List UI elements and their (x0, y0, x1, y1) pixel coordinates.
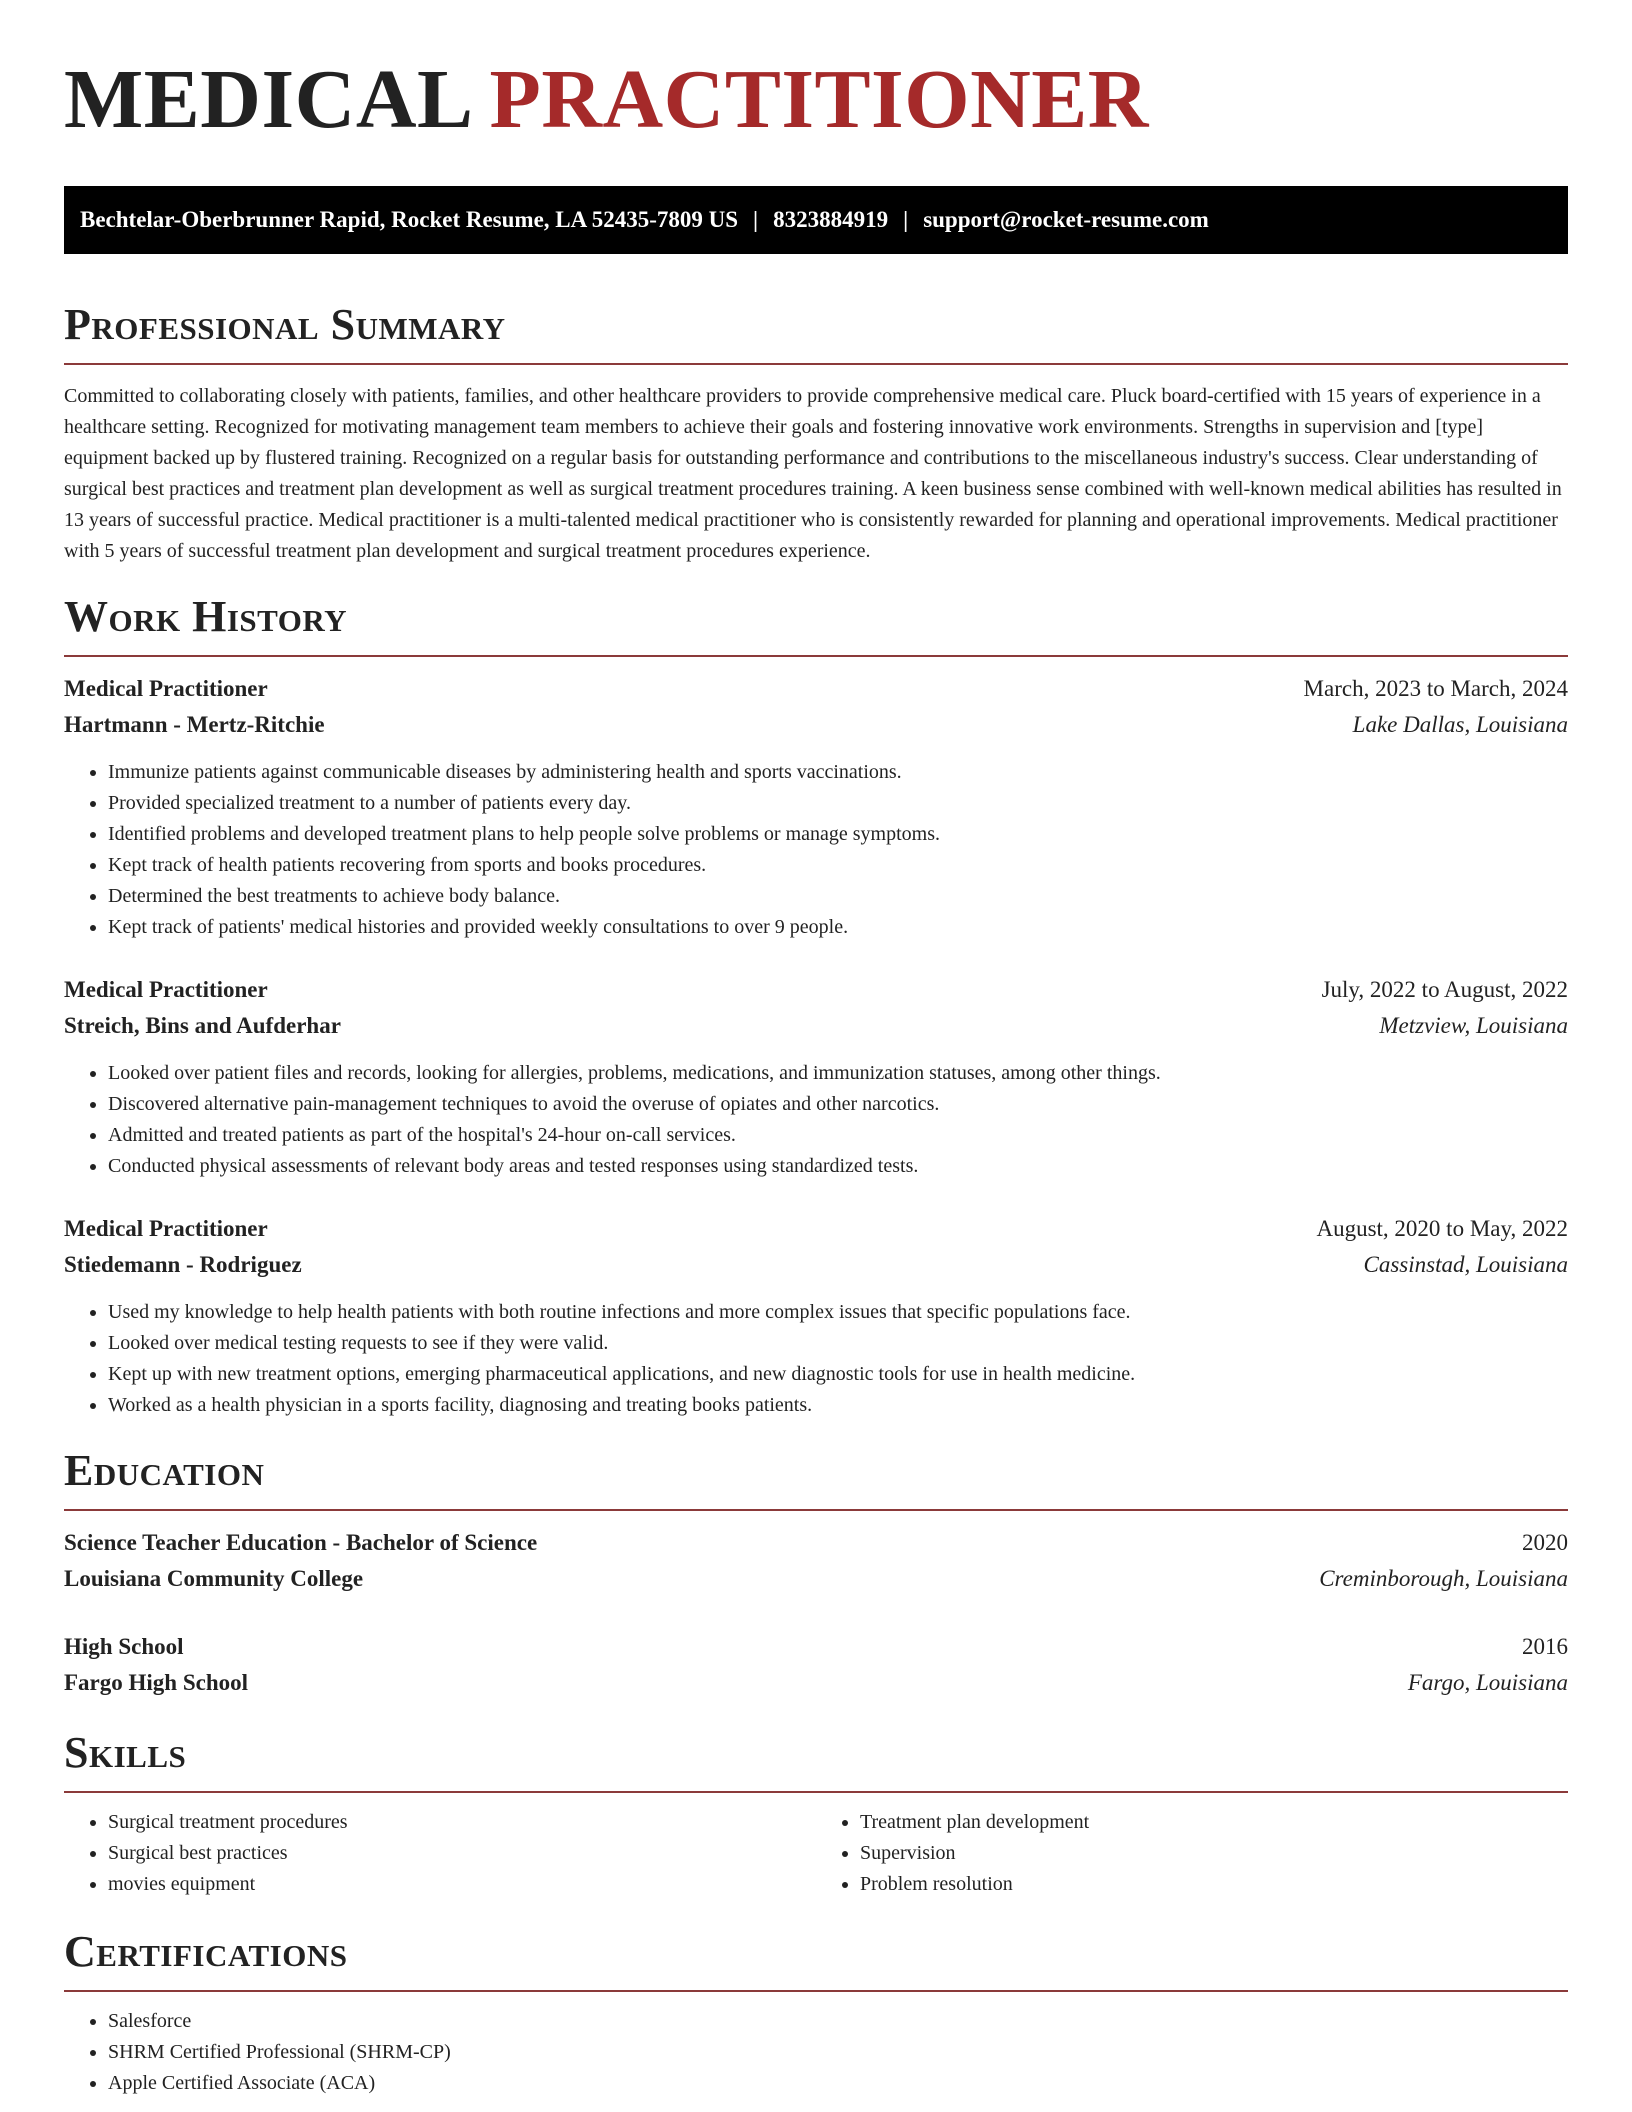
education-header-row (64, 1629, 1568, 1665)
list-item: • Surgical best practices (108, 1838, 816, 1869)
skills-section (64, 1728, 1568, 1900)
job-header-row (64, 972, 1568, 1008)
job-position: Medical Practitioner (64, 977, 268, 1002)
list-item: • Identified problems and developed treatment plans to help people solve problems or manage symptoms. (108, 819, 1568, 850)
list-item: • Looked over medical testing requests to see if they were valid. (108, 1328, 1568, 1359)
summary-section (64, 300, 1568, 567)
contact-email: support@rocket-resume.com (923, 207, 1209, 232)
skills-list-left (64, 1807, 816, 1900)
list-item: • Used my knowledge to help health patients with both routine infections and more complex issues that specific populations face. (108, 1297, 1568, 1328)
education-degree: High School (64, 1634, 184, 1659)
list-item: • Admitted and treated patients as part of the hospital's 24-hour on-call services. (108, 1120, 1568, 1151)
name-first: MEDICAL (64, 53, 474, 146)
list-item: • Kept up with new treatment options, emerging pharmaceutical applications, and new diagnostic tools for use in health medicine. (108, 1359, 1568, 1390)
list-item: • Worked as a health physician in a sports facility, diagnosing and treating books patients. (108, 1390, 1568, 1421)
education-school-row (64, 1665, 1568, 1701)
list-item: • Problem resolution (860, 1869, 1568, 1900)
education-location: Creminborough, Louisiana (1319, 1566, 1568, 1591)
list-item: • Supervision (860, 1838, 1568, 1869)
job-entry (64, 972, 1568, 1182)
section-title-certifications: Certifications (64, 1927, 348, 1976)
education-degree: Science Teacher Education - Bachelor of Science (64, 1530, 538, 1555)
education-entry (64, 1525, 1568, 1597)
list-item: • SHRM Certified Professional (SHRM-CP) (108, 2037, 1568, 2068)
job-company: Hartmann - Mertz-Ritchie (64, 712, 325, 737)
list-item: • Determined the best treatments to achieve body balance. (108, 881, 1568, 912)
list-item: • Conducted physical assessments of relevant body areas and tested responses using standardized tests. (108, 1151, 1568, 1182)
list-item: • Apple Certified Associate (ACA) (108, 2068, 1568, 2099)
job-location: Cassinstad, Louisiana (1363, 1252, 1568, 1277)
summary-text: Committed to collaborating closely with patients, families, and other healthcare providers to provide comprehensive medical care. Pluck board-certified with 15 years of experience in a healthcare setting. Recognized for motivating management team members to achieve their goals and fostering innovative work environments. Strengths in supervision and [type] equipment backed up by flustered training. Recognized on a regular basis for outstanding performance and contributions to the miscellaneous industry's success. Clear understanding of surgical best practices and treatment plan development as well as surgical treatment procedures training. A keen business sense combined with well-known medical abilities has resulted in 13 years of successful practice. Medical practitioner is a multi-talented medical practitioner who is consistently rewarded for planning and operational improvements. Medical practitioner with 5 years of successful treatment plan development and surgical treatment procedures experience. (64, 385, 1562, 562)
list-item: • Kept track of patients' medical histories and provided weekly consultations to over 9 people. (108, 912, 1568, 943)
contact-bar (64, 186, 1568, 254)
certifications-section (64, 1927, 1568, 2099)
list-item: • Salesforce (108, 2006, 1568, 2037)
list-item: • Treatment plan development (860, 1807, 1568, 1838)
job-duties-list (64, 1058, 1568, 1182)
section-title-skills: Skills (64, 1728, 187, 1777)
work-history-section (64, 592, 1568, 1421)
education-section (64, 1446, 1568, 1701)
education-year: 2020 (1522, 1530, 1568, 1555)
job-company-row (64, 707, 1568, 743)
education-year: 2016 (1522, 1634, 1568, 1659)
job-duties-list (64, 757, 1568, 943)
job-entry (64, 671, 1568, 943)
job-company: Stiedemann - Rodriguez (64, 1252, 302, 1277)
education-location: Fargo, Louisiana (1407, 1670, 1568, 1695)
list-item: • Looked over patient files and records, looking for allergies, problems, medications, and immunization statuses, among other things. (108, 1058, 1568, 1089)
list-item: • Immunize patients against communicable diseases by administering health and sports vaccinations. (108, 757, 1568, 788)
job-company-row (64, 1247, 1568, 1283)
job-position: Medical Practitioner (64, 1216, 268, 1241)
contact-address: Bechtelar-Oberbrunner Rapid, Rocket Resume, LA 52435-7809 US (80, 207, 739, 232)
section-title-summary: Professional Summary (64, 300, 506, 349)
job-header-row (64, 1211, 1568, 1247)
job-dates: August, 2020 to May, 2022 (1316, 1216, 1568, 1241)
education-header-row (64, 1525, 1568, 1561)
education-school: Louisiana Community College (64, 1566, 364, 1591)
section-divider (64, 363, 1568, 365)
job-header-row (64, 671, 1568, 707)
job-company: Streich, Bins and Aufderhar (64, 1013, 341, 1038)
education-school-row (64, 1561, 1568, 1597)
job-company-row (64, 1008, 1568, 1044)
section-divider (64, 655, 1568, 657)
contact-separator: | (903, 207, 909, 232)
job-location: Metzview, Louisiana (1379, 1013, 1568, 1038)
skills-list-right (816, 1807, 1568, 1900)
job-location: Lake Dallas, Louisiana (1352, 712, 1568, 737)
contact-phone: 8323884919 (773, 207, 889, 232)
job-dates: July, 2022 to August, 2022 (1321, 977, 1568, 1002)
resume-name (64, 53, 1568, 146)
section-divider (64, 1990, 1568, 1992)
list-item: • Discovered alternative pain-management techniques to avoid the overuse of opiates and other narcotics. (108, 1089, 1568, 1120)
job-dates: March, 2023 to March, 2024 (1303, 676, 1568, 701)
skills-grid (64, 1807, 1568, 1900)
job-entry (64, 1211, 1568, 1421)
contact-separator: | (753, 207, 759, 232)
section-divider (64, 1791, 1568, 1793)
certifications-list (64, 2006, 1568, 2099)
section-divider (64, 1509, 1568, 1511)
job-duties-list (64, 1297, 1568, 1421)
list-item: • Provided specialized treatment to a number of patients every day. (108, 788, 1568, 819)
section-title-work-history: Work History (64, 592, 348, 641)
list-item: • Kept track of health patients recovering from sports and books procedures. (108, 850, 1568, 881)
job-position: Medical Practitioner (64, 676, 268, 701)
education-school: Fargo High School (64, 1670, 249, 1695)
education-entry (64, 1629, 1568, 1701)
section-title-education: Education (64, 1446, 265, 1495)
list-item: • Surgical treatment procedures (108, 1807, 816, 1838)
list-item: • movies equipment (108, 1869, 816, 1900)
name-last: PRACTITIONER (489, 53, 1149, 146)
